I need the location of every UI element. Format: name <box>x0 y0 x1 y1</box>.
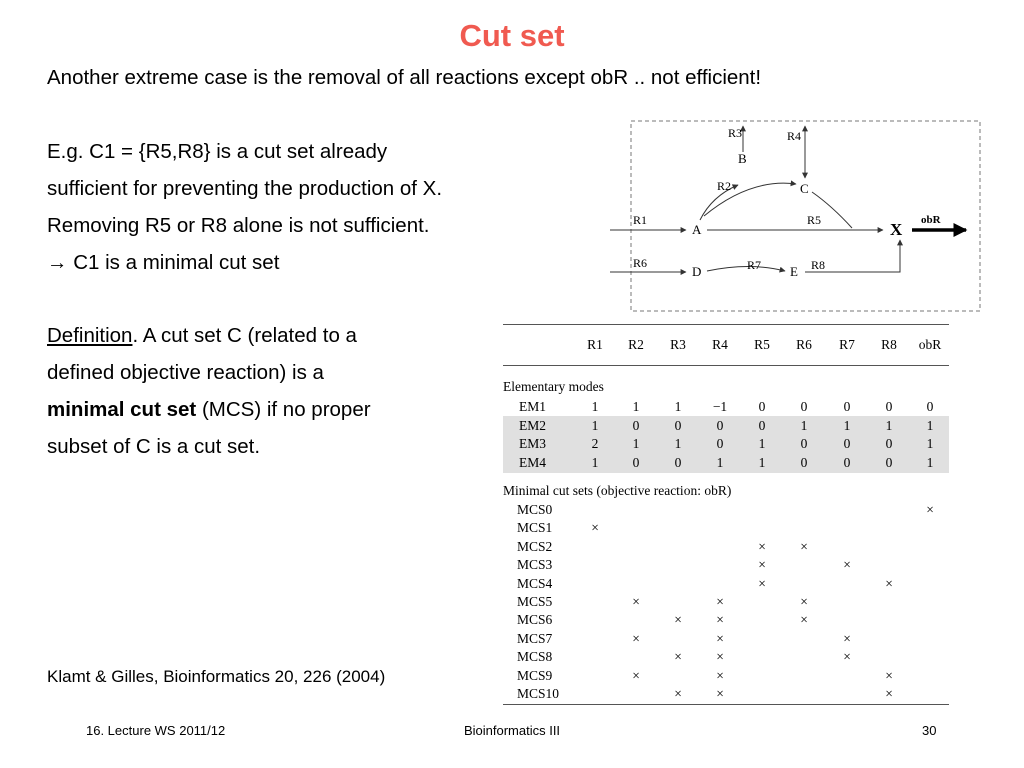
em-cell: 1 <box>591 399 599 414</box>
em-cell: 1 <box>885 417 893 433</box>
definition-bold-term: minimal cut set <box>47 398 197 421</box>
mcs-mark: × <box>716 594 724 609</box>
example-line-3: Removing R5 or R8 alone is not sufficient. <box>47 214 430 237</box>
mcs-mark: × <box>716 686 724 701</box>
mcs-mark: × <box>674 612 682 628</box>
mcs-mark: × <box>843 649 851 665</box>
metabolite-c: C <box>800 181 809 196</box>
table-bottom-rule <box>503 704 949 705</box>
footer-center: Bioinformatics III <box>463 723 561 738</box>
column-header-r2: R2 <box>628 337 644 352</box>
em-cell: 0 <box>926 399 934 414</box>
em-cell: 0 <box>843 454 851 470</box>
mcs-mark: × <box>885 686 893 701</box>
table-header-rule <box>503 365 949 366</box>
mcs-mark: × <box>632 594 640 609</box>
column-header-r6: R6 <box>796 337 812 352</box>
em-cell: 1 <box>674 436 682 451</box>
mcs-mark: × <box>926 502 934 517</box>
intro-text: Another extreme case is the removal of all reactions except obR .. not efficient! <box>47 66 762 89</box>
em-row-label: EM2 <box>519 417 546 433</box>
mcs-mark: × <box>716 612 724 628</box>
mcs-section-header: Minimal cut sets (objective reaction: obR) <box>503 483 732 498</box>
em-cell: 1 <box>591 417 599 433</box>
mcs-mark: × <box>674 649 682 665</box>
label-r8: R8 <box>811 258 826 272</box>
mcs-mark: × <box>591 520 599 536</box>
mcs-mark: × <box>716 649 724 665</box>
mcs-row-label: MCS8 <box>517 649 553 665</box>
label-r6: R6 <box>633 256 648 270</box>
mcs-mark: × <box>843 630 851 646</box>
label-r4: R4 <box>787 129 802 143</box>
column-header-r1: R1 <box>587 337 603 352</box>
em-cell: 1 <box>800 417 808 433</box>
em-cell: 0 <box>674 417 682 433</box>
column-header-r8: R8 <box>881 337 897 352</box>
em-cell: 0 <box>716 417 724 433</box>
mcs-mark: × <box>674 686 682 701</box>
label-obr: obR <box>921 214 941 226</box>
em-cell: −1 <box>712 399 728 414</box>
em-row-label: EM4 <box>519 454 546 470</box>
definition-line-3-rest: (MCS) if no proper <box>196 398 371 421</box>
mcs-mark: × <box>843 557 851 573</box>
example-line-2: sufficient for preventing the production of X. <box>47 177 443 200</box>
em-cell: 1 <box>758 436 766 451</box>
em-cell: 0 <box>885 436 893 451</box>
example-line-4 <box>47 251 279 275</box>
em-cell: 0 <box>800 454 808 470</box>
em-cell: 1 <box>843 417 851 433</box>
column-header-r4: R4 <box>712 337 728 352</box>
em-cell: 0 <box>632 417 640 433</box>
em-cell: 1 <box>591 454 599 470</box>
em-cell: 1 <box>716 454 724 470</box>
network-diagram <box>600 112 990 317</box>
mcs-mark: × <box>758 557 766 573</box>
slide-title: Cut set <box>459 18 565 53</box>
reaction-r7-arrow <box>707 267 785 272</box>
em-cell: 0 <box>758 399 766 414</box>
em-cell: 0 <box>885 399 893 414</box>
mcs-mark: × <box>800 612 808 628</box>
label-r5: R5 <box>807 213 822 227</box>
mcs-mark: × <box>716 667 724 683</box>
mcs-mark: × <box>632 630 640 646</box>
mcs-row-label: MCS10 <box>517 686 560 701</box>
mcs-mark: × <box>885 575 893 591</box>
mcs-mark: × <box>716 630 724 646</box>
metabolite-b: B <box>738 151 747 166</box>
mcs-mark: × <box>758 538 766 554</box>
definition-line-1-rest: . A cut set C (related to a <box>132 324 357 347</box>
metabolite-a: A <box>692 222 702 237</box>
definition-line-2: defined objective reaction) is a <box>47 361 324 384</box>
em-cell: 1 <box>926 417 934 433</box>
label-r7: R7 <box>747 258 762 272</box>
mcs-row-label: MCS2 <box>517 538 553 554</box>
em-shaded-band <box>503 416 949 473</box>
column-header-r7: R7 <box>839 337 855 352</box>
em-cell: 0 <box>800 399 808 414</box>
em-cell: 0 <box>800 436 808 451</box>
mcs-mark: × <box>800 538 808 554</box>
em-section-header: Elementary modes <box>503 379 604 394</box>
em-cell: 1 <box>632 399 640 414</box>
metabolite-e: E <box>790 264 798 279</box>
column-header-r3: R3 <box>670 337 686 352</box>
column-header-obr: obR <box>918 337 942 352</box>
definition-line-3 <box>47 398 371 422</box>
mcs-row-label: MCS5 <box>517 594 553 609</box>
footer-left: 16. Lecture WS 2011/12 <box>86 723 226 738</box>
em-cell: 2 <box>591 436 599 451</box>
em-cell: 0 <box>632 454 640 470</box>
em-cell: 0 <box>758 417 766 433</box>
em-cell: 0 <box>885 454 893 470</box>
reference: Klamt & Gilles, Bioinformatics 20, 226 (2004) <box>47 667 386 686</box>
mcs-row-label: MCS4 <box>517 575 553 591</box>
example-line-1: E.g. C1 = {R5,R8} is a cut set already <box>47 140 388 163</box>
mcs-mark: × <box>885 667 893 683</box>
em-row-label: EM3 <box>519 436 546 451</box>
definition-line-4: subset of C is a cut set. <box>47 435 261 458</box>
mcs-mark: × <box>632 667 640 683</box>
mcs-row-label: MCS0 <box>517 502 553 517</box>
em-cell: 0 <box>843 399 851 414</box>
mcs-row-label: MCS1 <box>517 520 553 536</box>
mcs-row-label: MCS6 <box>517 612 553 628</box>
mcs-mark: × <box>800 594 808 609</box>
implies-arrow-icon: → <box>47 251 68 274</box>
metabolite-x: X <box>890 220 903 239</box>
definition-line-1 <box>47 324 357 348</box>
example-line-4-text: C1 is a minimal cut set <box>67 251 280 274</box>
table-top-rule <box>503 324 949 325</box>
em-row-label: EM1 <box>519 399 546 414</box>
mcs-row-label: MCS7 <box>517 630 553 646</box>
em-cell: 1 <box>674 399 682 414</box>
mcs-mark: × <box>758 575 766 591</box>
em-cell: 1 <box>926 436 934 451</box>
em-cell: 1 <box>758 454 766 470</box>
column-header-r5: R5 <box>754 337 770 352</box>
mcs-row-label: MCS3 <box>517 557 553 573</box>
em-cell: 0 <box>843 436 851 451</box>
mcs-row-label: MCS9 <box>517 667 553 683</box>
em-cell: 0 <box>716 436 724 451</box>
em-cell: 0 <box>674 454 682 470</box>
footer-page-number: 30 <box>922 723 937 738</box>
em-cell: 1 <box>632 436 640 451</box>
modes-table <box>500 322 952 708</box>
em-cell: 1 <box>926 454 934 470</box>
metabolite-d: D <box>692 264 702 279</box>
label-r2: R2 <box>717 179 732 193</box>
definition-term: Definition <box>47 324 133 347</box>
label-r3: R3 <box>728 126 743 140</box>
label-r1: R1 <box>633 213 648 227</box>
